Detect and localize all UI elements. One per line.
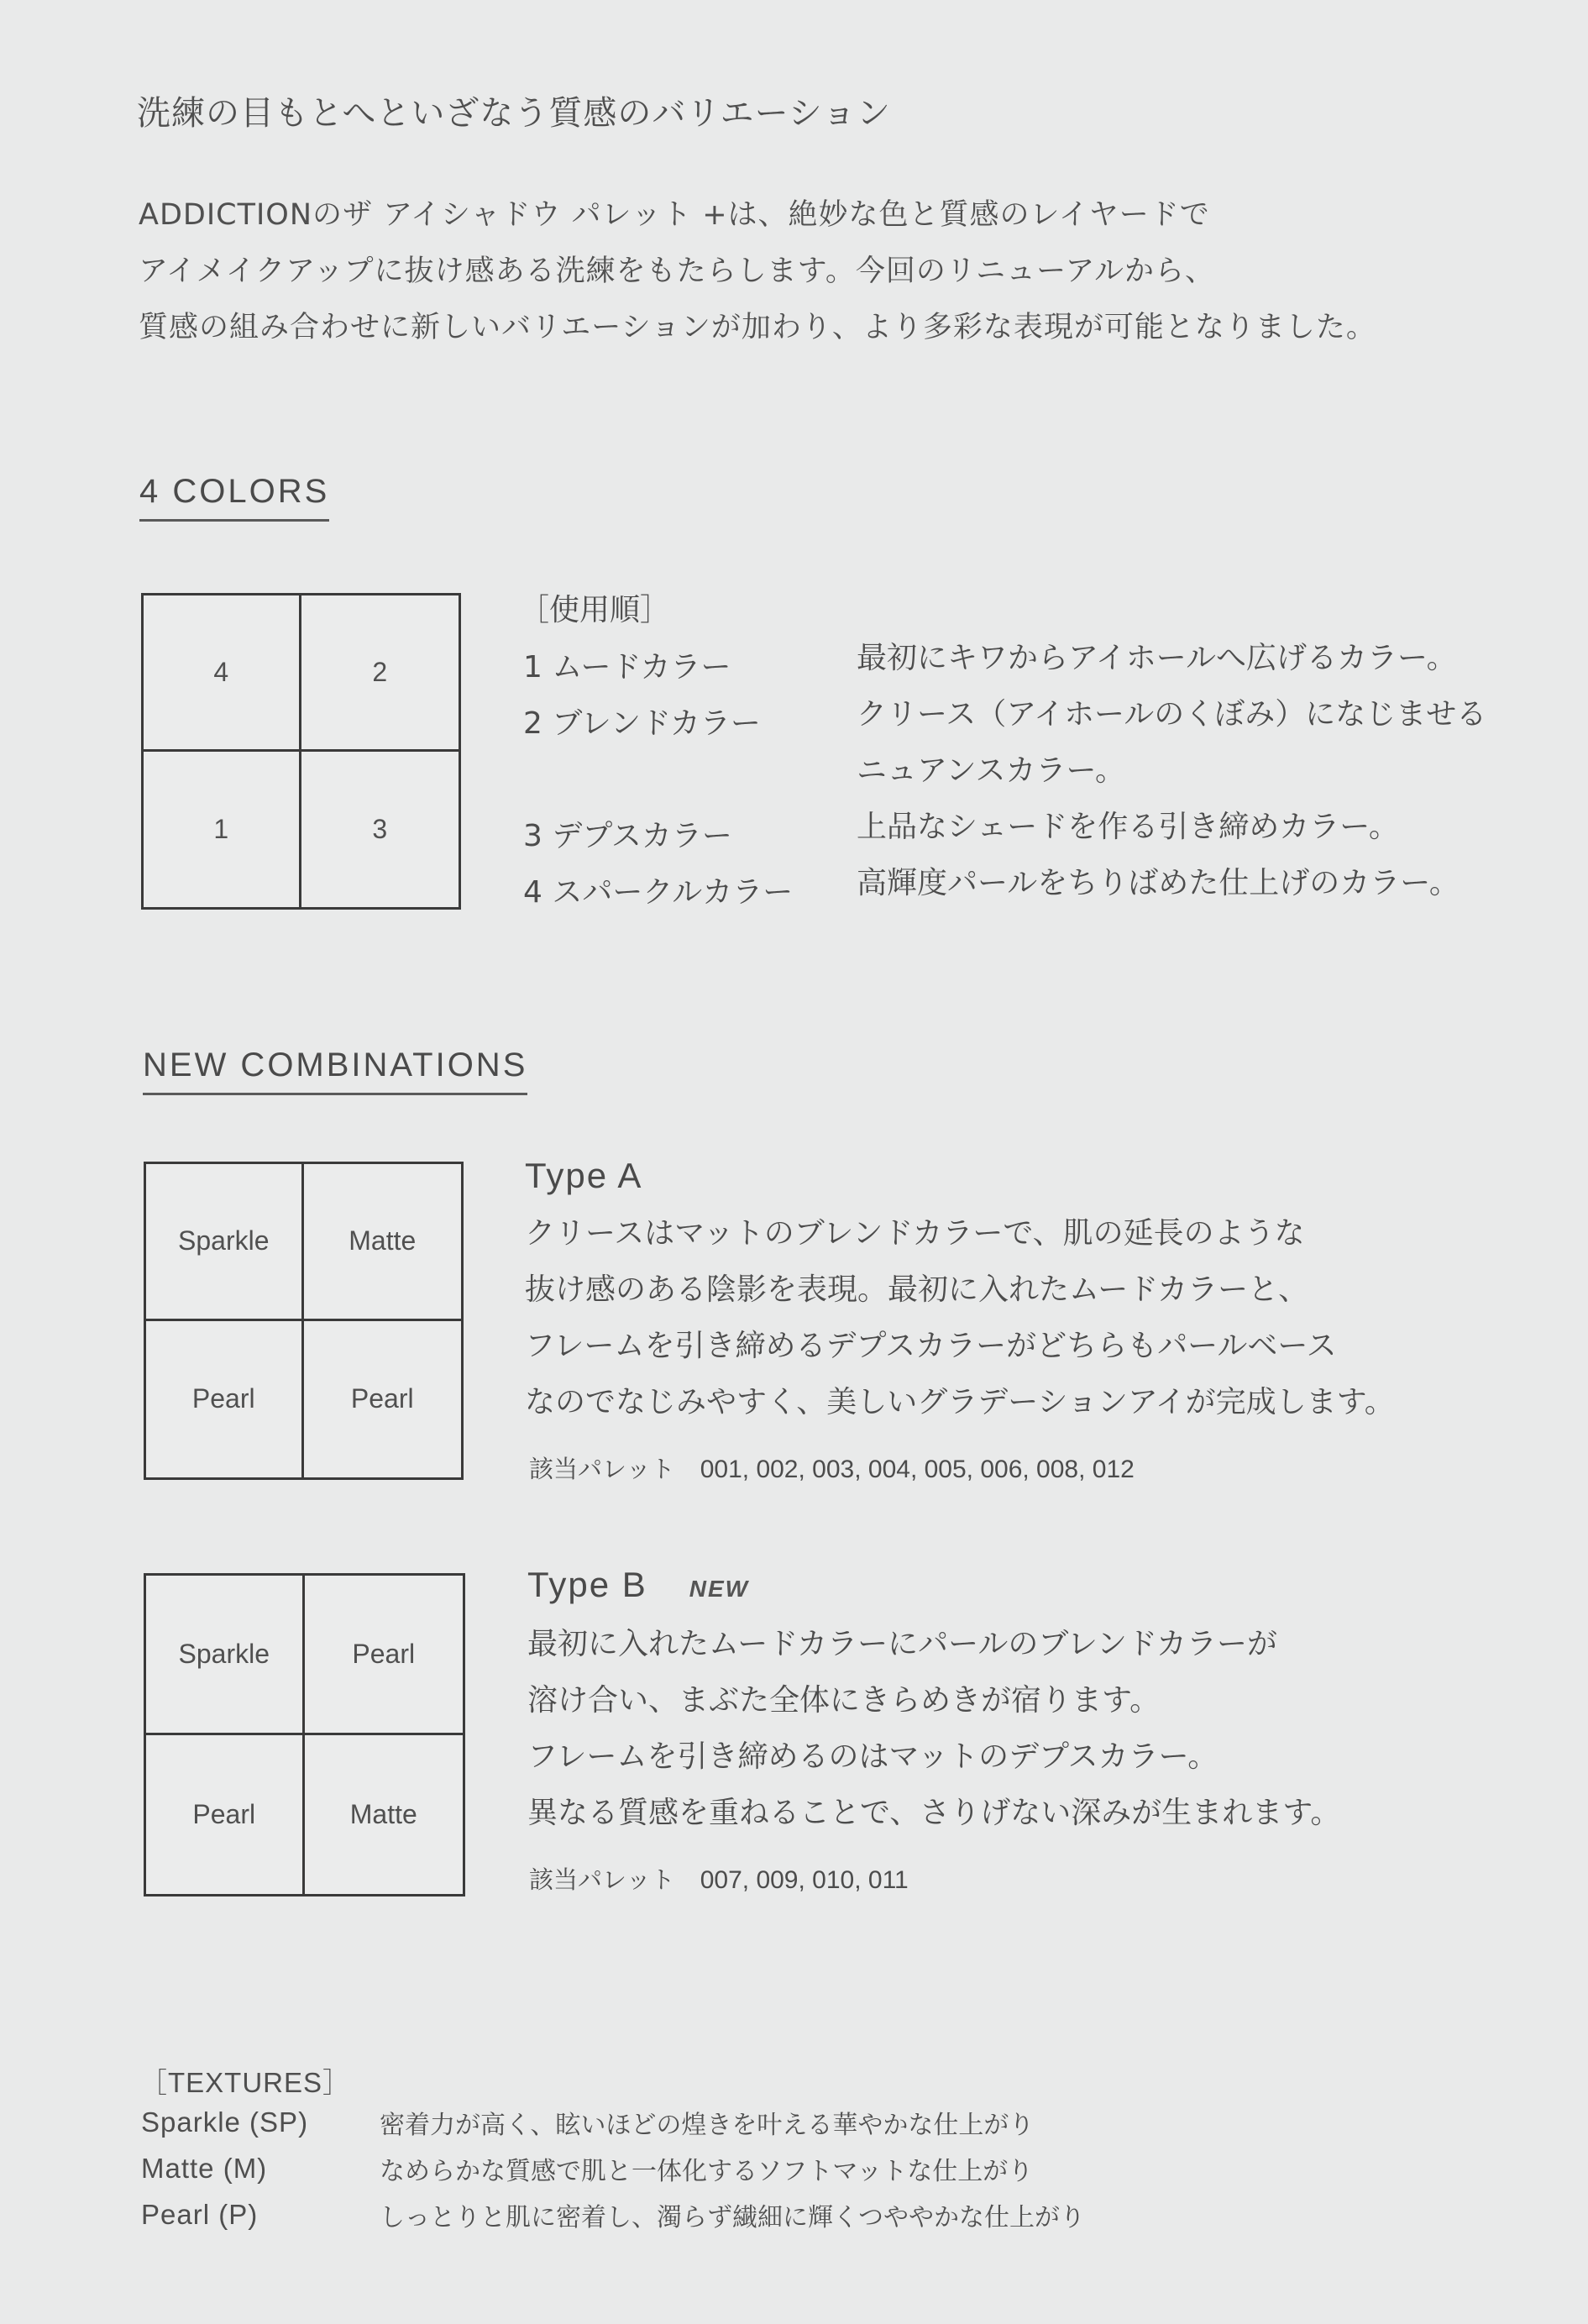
grid-cell-sparkle: Sparkle: [146, 1164, 304, 1321]
grid-cell-pearl: Pearl: [350, 1383, 414, 1414]
type-a-text: [525, 1205, 1395, 1430]
four-colors-title: 4 COLORS: [139, 473, 329, 522]
grid-cell: 2: [301, 595, 459, 752]
palette-label: 該当パレット: [529, 1865, 675, 1894]
texture-name-matte: Matte (M): [141, 2153, 268, 2184]
order-item-label: 4 スパークルカラー: [523, 875, 794, 910]
texture-name-pearl: Pearl (P): [141, 2199, 259, 2230]
texture-name-sparkle: Sparkle (SP): [141, 2106, 309, 2138]
type-a-line: 抜け感のある陰影を表現。最初に入れたムードカラーと、: [525, 1272, 1309, 1307]
intro-line-3: 質感の組み合わせに新しいバリエーションが加わり、より多彩な表現が可能となりました。: [139, 311, 1376, 344]
type-b-grid: [144, 1573, 465, 1896]
texture-desc-matte: なめらかな質感で肌と一体化するソフトマットな仕上がり: [380, 2157, 1034, 2186]
grid-cell-pearl: Pearl: [305, 1576, 464, 1735]
type-a-line: なのでなじみやすく、美しいグラデーションアイが完成します。: [525, 1385, 1395, 1419]
order-item-desc: 高輝度パールをちりばめた仕上げのカラー。: [857, 866, 1460, 900]
grid-cell: 4: [144, 595, 301, 752]
type-b-title: Type B: [527, 1565, 647, 1604]
palette-numbers: 001, 002, 003, 004, 005, 006, 008, 012: [700, 1456, 1135, 1483]
grid-cell-matte: Matte: [349, 1798, 417, 1829]
new-combinations-title: NEW COMBINATIONS: [143, 1047, 527, 1095]
order-item-label: 3 デプスカラー: [523, 819, 732, 853]
type-a-line: クリースはマットのブレンドカラーで、肌の延長のような: [525, 1216, 1305, 1251]
four-colors-grid: [141, 593, 461, 910]
texture-desc-sparkle: 密着力が高く、眩いほどの煌きを叶える華やかな仕上がり: [380, 2111, 1035, 2140]
palette-numbers: 007, 009, 010, 011: [700, 1866, 909, 1894]
type-a-heading: [525, 1156, 642, 1196]
order-item-desc: クリース（アイホールのくぼみ）になじませる: [857, 697, 1487, 732]
type-b-palettes: [529, 1861, 909, 1896]
order-item-label: 2 ブレンドカラー: [523, 706, 761, 741]
type-b-line: 溶け合い、まぶた全体にきらめきが宿ります。: [527, 1683, 1161, 1718]
usage-order-label: ［使用順］: [519, 593, 671, 627]
texture-desc-pearl: しっとりと肌に密着し、濁らず繊細に輝くつややかな仕上がり: [380, 2203, 1085, 2232]
grid-cell-matte: Matte: [304, 1164, 462, 1321]
grid-cell-sparkle: Sparkle: [146, 1576, 305, 1735]
type-b-line: 異なる質感を重ねることで、さりげない深みが生まれます。: [527, 1796, 1341, 1830]
textures-title: ［TEXTURES］: [139, 2067, 352, 2098]
type-a-title: Type A: [525, 1156, 643, 1195]
grid-cell-pearl: Pearl: [146, 1735, 305, 1895]
grid-cell: 3: [372, 813, 388, 844]
type-b-line: 最初に入れたムードカラーにパールのブレンドカラーが: [527, 1627, 1277, 1661]
page-heading: 洗練の目もとへといざなう質感のバリエーション: [137, 94, 891, 133]
grid-cell-pearl: Pearl: [146, 1321, 304, 1478]
new-badge: NEW: [689, 1576, 750, 1602]
order-item-desc: 上品なシェードを作る引き締めカラー。: [857, 810, 1399, 844]
palette-label: 該当パレット: [529, 1455, 675, 1483]
intro-line-1: ADDICTIONのザ アイシャドウ パレット +は、絶妙な色と質感のレイヤードで: [139, 198, 1210, 232]
type-a-grid: [144, 1162, 464, 1480]
intro-line-2: アイメイクアップに抜け感ある洗練をもたらします。今回のリニューアルから、: [139, 254, 1216, 288]
order-item-desc: 最初にキワからアイホールへ広げるカラー。: [857, 641, 1457, 675]
type-a-palettes: [529, 1451, 1135, 1485]
type-a-line: フレームを引き締めるデプスカラーがどちらもパールベース: [525, 1329, 1337, 1363]
type-b-heading: [527, 1565, 749, 1605]
order-item-label: 1 ムードカラー: [523, 650, 731, 685]
type-b-text: [527, 1616, 1340, 1841]
grid-cell: 1: [144, 752, 301, 908]
order-item-desc: ニュアンスカラー。: [857, 753, 1126, 788]
type-b-line: フレームを引き締めるのはマットのデプスカラー。: [527, 1739, 1219, 1774]
